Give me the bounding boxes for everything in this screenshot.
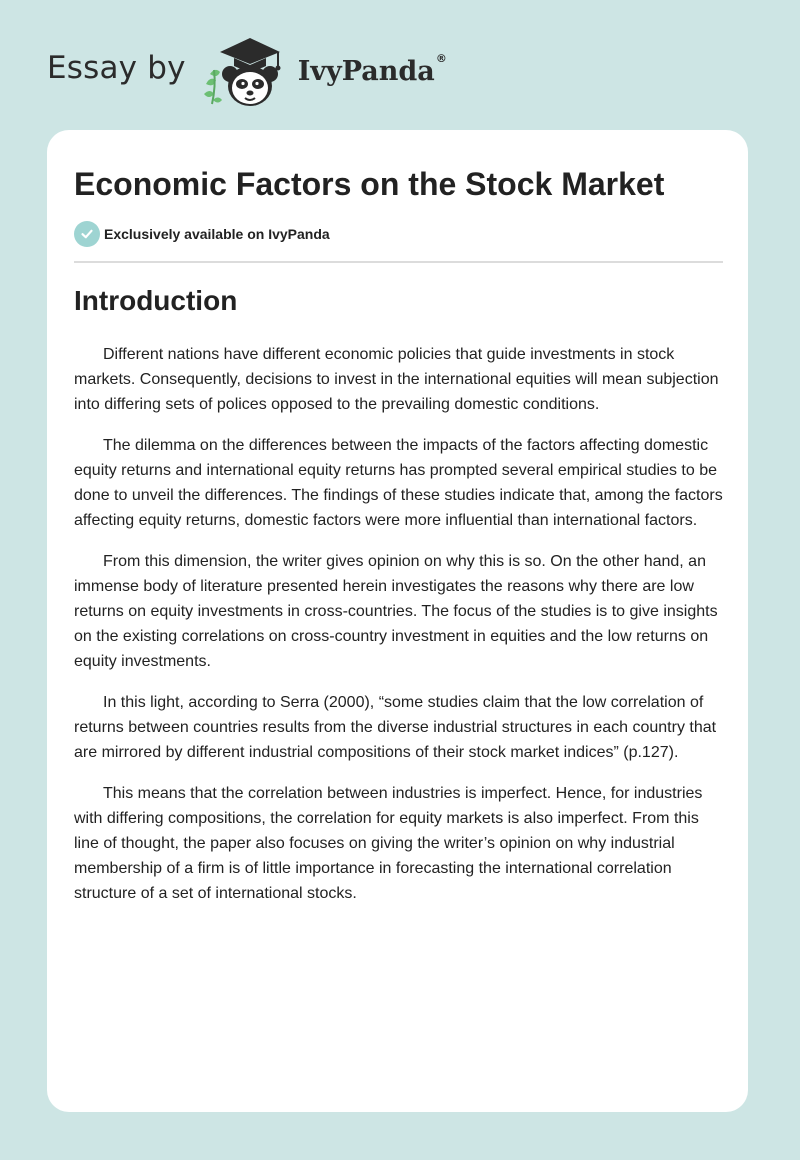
registered-mark: ® [435, 51, 447, 65]
badge-label: Exclusively available on IvyPanda [104, 226, 330, 242]
paragraph: The dilemma on the differences between the impacts of the factors affecting domestic equity returns and international equity returns has prompted several empirical studies to be done to unveil the differences. The findings of these studies indicate that, among the factors affecting equity returns, domestic factors were more influential than international factors. [74, 437, 723, 529]
paragraph: Different nations have different economic policies that guide investments in stock markets. Consequently, decisions to invest in the international equities will mean subjection into differing sets of polices opposed to the prevailing domestic conditions. [74, 346, 719, 413]
brand-name [297, 51, 447, 87]
exclusive-badge [74, 221, 330, 247]
section-heading: Introduction [74, 285, 238, 316]
paragraph: In this light, according to Serra (2000), “some studies claim that the low correlation of returns between countries results from the diverse industrial structures in each country that are mirrored by different industrial compositions of their stock market indices” (p.127). [74, 694, 717, 761]
paragraph: This means that the correlation between industries is imperfect. Hence, for industries with differing compositions, the correlation for equity markets is also imperfect. From this line of thought, the paper also focuses on giving the writer’s opinion on why industrial membership of a firm is of little importance in forecasting the international correlation structure of a set of international stocks. [74, 785, 703, 902]
essay-card [47, 130, 748, 1112]
check-icon [74, 221, 100, 247]
essay-by-label: Essay by [47, 50, 186, 86]
page-title: Economic Factors on the Stock Market [74, 166, 665, 202]
paragraph: From this dimension, the writer gives opinion on why this is so. On the other hand, an immense body of literature presented herein investigates the reasons why there are low returns on equity investments in cross-countries. The focus of the studies is to give insights on the existing correlations on cross-country investment in equities and the low returns on equity investments. [74, 553, 718, 670]
panda-graduation-cap-icon [200, 34, 292, 110]
article-body [74, 342, 726, 922]
divider [74, 261, 723, 263]
site-header [47, 34, 447, 110]
brand-label: IvyPanda [297, 55, 435, 87]
